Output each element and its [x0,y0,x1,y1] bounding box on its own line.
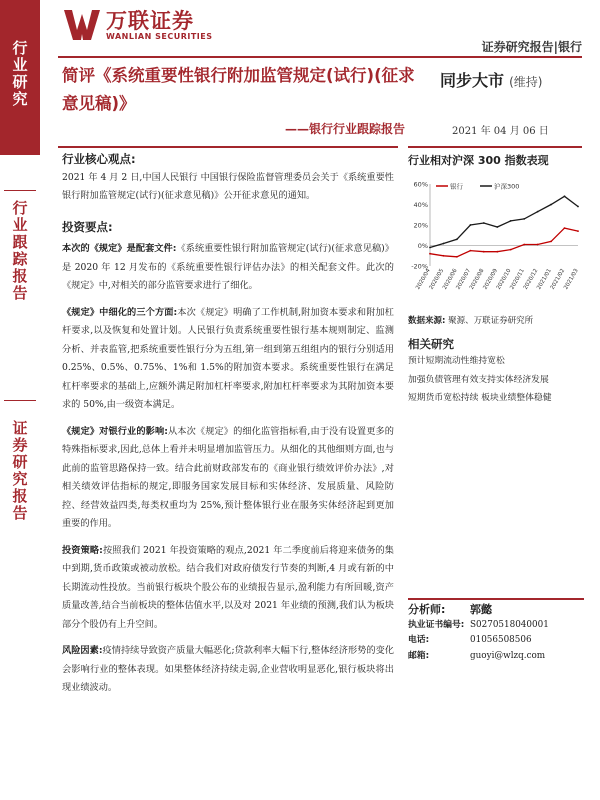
point-paragraph [62,304,394,415]
sidebar-securities-research [0,420,40,540]
series-line-0 [430,228,578,257]
point-heading: 《规定》中细化的三个方面: [62,306,178,318]
sidebar-bottom-label: 证券研究报告 [10,420,29,522]
analyst-row [408,633,584,649]
y-tick-label: 60% [413,180,428,189]
phone-number: 01056508506 [470,635,532,645]
report-title: 简评《系统重要性银行附加监管规定(试行)(征求意见稿)》 [62,66,415,113]
legend-label: 银行 [450,182,463,191]
x-tick-label: 2020/04 [415,268,432,291]
x-tick-label: 2020/10 [495,268,513,291]
wanlian-logo-icon [62,8,102,42]
sidebar-industry-research [0,0,40,155]
point-heading: 本次的《规定》是配套文件: [62,243,177,254]
section-divider [408,146,582,148]
data-point [510,220,512,222]
data-point [470,224,472,226]
legend-label: 沪深300 [494,182,520,191]
analyst-key: 分析师: [408,603,446,616]
data-point [429,253,431,255]
data-point [483,251,485,253]
report-date: 2021 年 04 月 06 日 [452,126,549,137]
report-subtitle: ——银行行业跟踪报告 [284,122,405,136]
series-line-1 [430,196,578,247]
report-category: 证券研究报告|银行 [481,40,582,54]
analyst-key: 电话: [408,635,430,645]
x-tick-label: 2021/02 [549,268,567,291]
analyst-divider [408,598,584,600]
point-heading: 风险因素: [62,645,103,656]
sidebar [0,0,40,800]
point-text: 从本次《规定》的细化监管指标看,由于没有设置更多的特殊指标要求,因此,总体上看并未明显增加监管压力。从细化的其他细则方面,也与此前的监管思路保持一致。结合此前财政部发布的《商业银行绩效评价办法》,对相关绩效评估指标的规定,即服务国家发展目标和实体经济、发展质量、风险防控、经营效益四类,每类权重均为 25%,预计整体银行业在服务实体经济起到更加重要的作用。 [62,425,394,529]
data-point [523,244,525,246]
data-point [483,222,485,224]
chart-source [408,314,584,326]
relative-performance-chart [408,174,584,291]
related-research-item[interactable]: 短期货币宽松持续 板块业绩整体稳健 [408,393,552,403]
data-point [456,238,458,240]
x-tick-label: 2021/03 [563,268,580,291]
point-text: 疫情持续导致资产质量大幅恶化;贷款利率大幅下行,整体经济形势的变化会影响行业的整体表现。如果整体经济持续走弱,企业营收明显恶化,银行板块将出现业绩波动。 [62,645,394,693]
point-paragraph [62,240,394,296]
point-paragraph [62,542,394,635]
x-tick-label: 2021/01 [536,268,553,291]
data-point [429,247,431,249]
x-tick-label: 2020/07 [455,268,473,291]
sidebar-top-label: 行业研究 [10,40,29,108]
data-point [496,251,498,253]
data-point [577,230,579,232]
y-tick-label: -20% [411,262,428,271]
sidebar-divider [4,190,36,191]
investment-points-heading: 投资要点: [62,219,113,234]
core-view-text: 2021 年 4 月 2 日,中国人民银行 中国银行保险监督管理委员会关于《系统重要性银行附加监管规定(试行)(征求意见稿)》公开征求意见的通知。 [62,171,394,201]
y-tick-label: 20% [413,221,428,230]
y-tick-label: 0% [417,242,428,250]
x-tick-label: 2020/08 [468,268,486,291]
analyst-info [408,598,584,664]
analyst-name: 郭懿 [470,603,492,616]
email-link[interactable]: guoyi@wlzq.com [470,650,546,661]
analyst-row [408,602,584,618]
analyst-key: 执业证书编号: [408,619,465,630]
header-divider [58,56,582,58]
data-point [537,244,539,246]
point-text: 《系统重要性银行附加监管规定(试行)(征求意见稿)》是 2020 年 12 月发布的《系统重要性银行评估办法》的相关配套文件。此次的《规定》中,对相关的部分监管要求进行了细化。 [62,243,394,291]
sidebar-divider [4,400,36,401]
source-label: 数据来源: [408,316,446,326]
point-paragraph [62,642,394,698]
data-point [577,206,579,208]
logo-chinese-name: 万联证券 [106,8,194,33]
point-text: 按照我们 2021 年投资策略的观点,2021 年二季度前后将迎来债务的集中到期,货币政策或被动放松。结合我们对政府债发行节奏的判断,4 月或有新的中长期流动性投放。当前银行板块个股公布的业绩报告显示,盈利能力有所回暖,资产质量改善,结合当前板块的整体估值水平,以及对 2021 年业绩的预测,我们认为板块部分个股仍有上升空间。 [62,544,394,630]
main-content [62,150,394,698]
data-point [550,241,552,243]
data-point [443,243,445,245]
data-point [470,250,472,252]
section-divider [58,146,398,148]
sidebar-mid-label: 行业跟踪报告 [10,200,29,302]
point-text: 本次《规定》明确了工作机制,附加资本要求和附加杠杆要求,以及恢复和处置计划。人民银行负责系统重要性银行基本规则制定、监测分析、并表监管,把系统重要性银行分为五组,第一组到第五组组内的银行分别适用 0.25%、0.5%、0.75%、1%和 1.5%的附加资本要求。系统重要性银行在满足杠杆率要求的基础上,应额外满足附加杠杆率要求,附加杠杆率要求为其附加资本要求的 50%,由一级资本满足。 [62,306,394,410]
logo-english-name: WANLIAN SECURITIES [106,31,213,41]
analyst-row [408,649,584,665]
sidebar-report-type [0,200,40,320]
certificate-number: S0270518040001 [470,619,549,630]
x-tick-label: 2020/05 [428,268,446,291]
point-paragraph [62,423,394,534]
related-research-item[interactable]: 加强负债管理有效支持实体经济发展 [408,374,549,385]
right-column [408,150,584,408]
core-view-heading: 行业核心观点: [62,152,136,166]
company-logo [62,8,213,42]
y-tick-label: 40% [413,201,428,209]
related-research-item[interactable]: 预计短期流动性维持宽松 [408,356,505,366]
data-point [564,195,566,197]
data-point [443,255,445,257]
data-point [550,204,552,206]
point-heading: 投资策略: [62,544,103,556]
rating-value: 同步大市 [440,71,505,90]
data-point [564,227,566,229]
x-tick-label: 2020/12 [522,268,540,291]
source-text: 聚源、万联证券研究所 [448,316,534,326]
chart-svg [408,174,584,314]
analyst-row [408,618,584,634]
data-point [523,218,525,220]
data-point [537,211,539,213]
x-tick-label: 2020/06 [442,268,459,291]
data-point [456,256,458,258]
x-tick-label: 2020/11 [509,268,526,291]
point-heading: 《规定》对银行业的影响: [62,425,168,437]
analyst-key: 邮箱: [408,650,430,661]
chart-title: 行业相对沪深 300 指数表现 [408,154,549,167]
related-research-heading: 相关研究 [408,337,454,351]
data-point [496,226,498,228]
industry-rating [440,68,542,91]
x-tick-label: 2020/09 [482,268,500,291]
rating-note: (维持) [509,75,543,89]
related-research-list [408,352,584,408]
data-point [510,249,512,251]
